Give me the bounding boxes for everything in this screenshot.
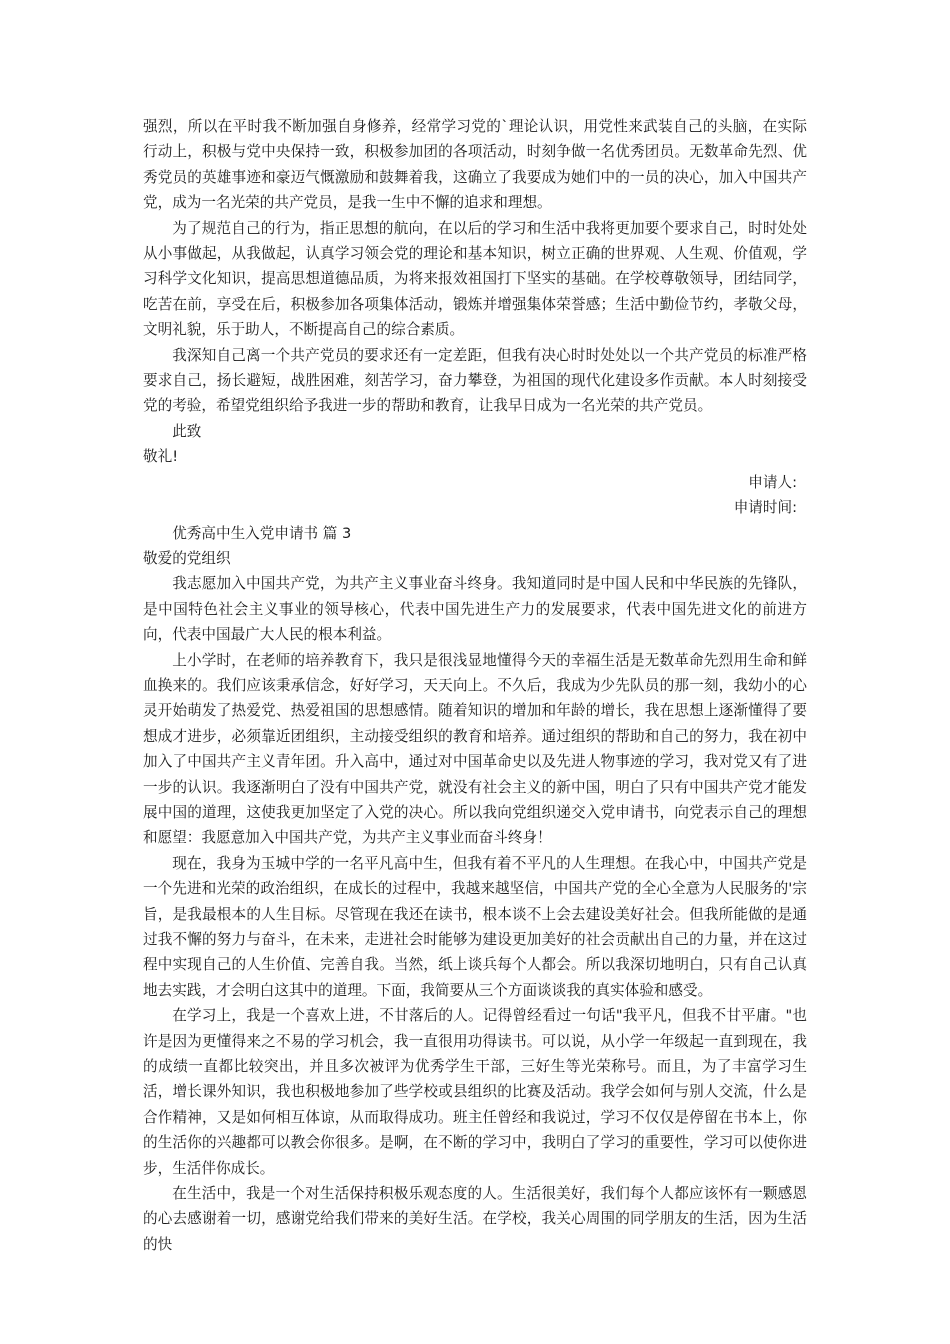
paragraph-5: 上小学时，在老师的培养教育下，我只是很浅显地懂得今天的幸福生活是无数革命先烈用生命和鲜血换来的。我们应该秉承信念，好好学习，天天向上。不久后，我成为少先队员的那一刻，我幼小的心灵开始萌发了热爱党、热爱祖国的思想感情。随着知识的增加和年龄的增长，我在思想上逐渐懂得了要想成才进步，必须靠近团组织，主动接受组织的教育和培养。通过组织的帮助和自己的努力，我在初中加入了中国共产主义青年团。升入高中，通过对中国革命史以及先进人物事迹的学习，我对党又有了进一步的认识。我逐渐明白了没有中国共产党，就没有社会主义的新中国，明白了只有中国共产党才能发展中国的道理，这使我更加坚定了入党的决心。所以我向党组织递交入党申请书，向党表示自己的理想和愿望：我愿意加入中国共产党，为共产主义事业而奋斗终身！ xyxy=(143,651,807,847)
section-title: 优秀高中生入党申请书 篇 3 xyxy=(172,524,352,542)
paragraph-6: 现在，我身为玉城中学的一名平凡高中生，但我有着不平凡的人生理想。在我心中，中国共产党是一个先进和光荣的政治组织，在成长的过程中，我越来越坚信，中国共产党的全心全意为人民服务的'宗旨，是我最根本的人生目标。尽管现在我还在读书，根本谈不上会去建设美好社会。但我所能做的是通过我不懈的努力与奋斗，在未来，走进社会时能够为建设更加美好的社会贡献出自己的力量，并在这过程中实现自己的人生价值、完善自我。当然，纸上谈兵每个人都会。所以我深切地明白，只有自己认真地去实践，才会明白这其中的道理。下面，我简要从三个方面谈谈我的真实体验和感受。 xyxy=(143,854,807,999)
paragraph-2: 为了规范自己的行为，指正思想的航向，在以后的学习和生活中我将更加要个要求自己，时时处处从小事做起，从我做起，认真学习领会党的理论和基本知识，树立正确的世界观、人生观、价值观，学习科学文化知识，提高思想道德品质，为将来报效祖国打下坚实的基础。在学校尊敬领导，团结同学，吃苦在前，享受在后，积极参加各项集体活动，锻炼并增强集体荣誉感；生活中勤俭节约，孝敬父母，文明礼貌，乐于助人，不断提高自己的综合素质。 xyxy=(143,219,807,339)
paragraph-7: 在学习上，我是一个喜欢上进，不甘落后的人。记得曾经看过一句话"我平凡，但我不甘平庸。"也许是因为更懂得来之不易的学习机会，我一直很用功得读书。可以说，从小学一年级起一直到现在，我的成绩一直都比较突出，并且多次被评为优秀学生干部，三好生等光荣称号。而且，为了丰富学习生活，增长课外知识，我也积极地参加了些学校或县组织的比赛及活动。我学会如何与别人交流，什么是合作精神，又是如何相互体谅，从而取得成功。班主任曾经和我说过，学习不仅仅是停留在书本上，你的生活你的兴趣都可以教会你很多。是啊，在不断的学习中，我明白了学习的重要性，学习可以使你进步，生活伴你成长。 xyxy=(143,1007,807,1177)
closing-line-2: 敬礼! xyxy=(143,448,179,466)
salutation: 敬爱的党组织 xyxy=(143,549,231,567)
applicant-label: 申请人: xyxy=(748,473,797,491)
paragraph-1: 强烈，所以在平时我不断加强自身修养，经常学习党的`理论认识，用党性来武装自己的头脑，在实际行动上，积极与党中央保持一致，积极参加团的各项活动，时刻争做一名优秀团员。无数革命先烈、优秀党员的英雄事迹和豪迈气慨激励和鼓舞着我，这确立了我要成为她们中的一员的决心，加入中国共产党，成为一名光荣的共产党员，是我一生中不懈的追求和理想。 xyxy=(143,118,807,212)
paragraph-8: 在生活中，我是一个对生活保持积极乐观态度的人。生活很美好，我们每个人都应该怀有一颗感恩的心去感谢着一切，感谢党给我们带来的美好生活。在学校，我关心周围的同学朋友的生活，因为生活的快 xyxy=(143,1185,807,1253)
paragraph-4: 我志愿加入中国共产党，为共产主义事业奋斗终身。我知道同时是中国人民和中华民族的先锋队，是中国特色社会主义事业的领导核心，代表中国先进生产力的发展要求，代表中国先进文化的前进方向，代表中国最广大人民的根本利益。 xyxy=(143,575,807,644)
application-date-label: 申请时间: xyxy=(733,499,797,517)
document-page xyxy=(143,114,807,1257)
paragraph-3: 我深知自己离一个共产党员的要求还有一定差距，但我有决心时时处处以一个共产党员的标准严格要求自己，扬长避短，战胜困难，刻苦学习，奋力攀登，为祖国的现代化建设多作贡献。本人时刻接受党的考验，希望党组织给予我进一步的帮助和教育，让我早日成为一名光荣的共产党员。 xyxy=(143,346,807,415)
closing-line-1: 此致 xyxy=(172,422,202,440)
